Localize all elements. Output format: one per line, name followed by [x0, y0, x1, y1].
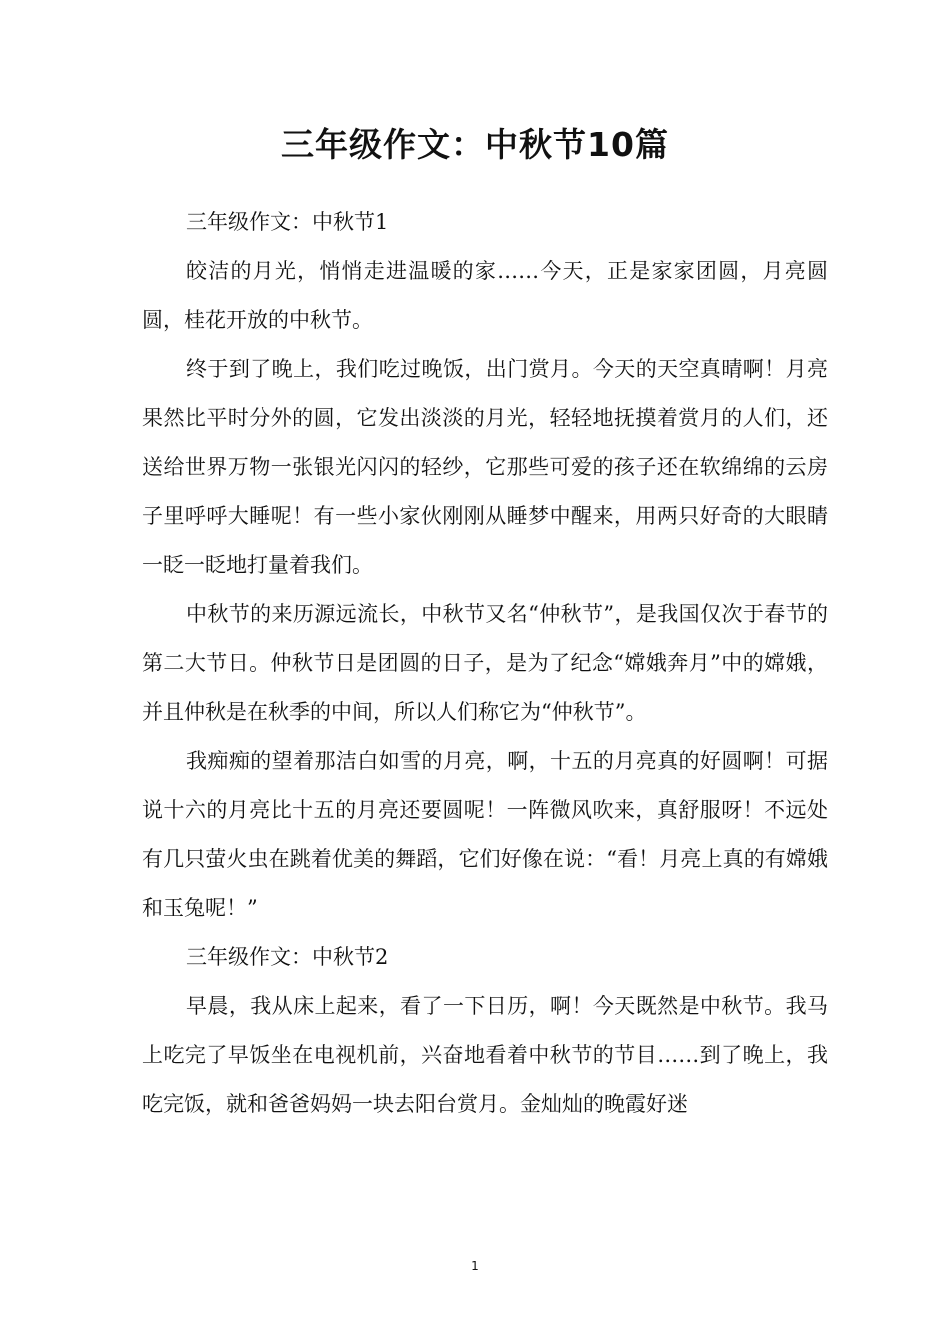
paragraph: 早晨，我从床上起来，看了一下日历，啊！今天既然是中秋节。我马上吃完了早饭坐在电视机前，兴奋地看着中秋节的节目……到了晚上，我吃完饭，就和爸爸妈妈一块去阳台赏月。金灿灿的晚霞好迷 [142, 994, 828, 1116]
document-title: 三年级作文：中秋节10篇 [281, 125, 669, 164]
paragraph: 中秋节的来历源远流长，中秋节又名“仲秋节”，是我国仅次于春节的第二大节日。仲秋节日是团圆的日子，是为了纪念“嫦娥奔月”中的嫦娥，并且仲秋是在秋季的中间，所以人们称它为“仲秋节”。 [142, 602, 828, 724]
document-body [142, 198, 828, 1129]
page-number: 1 [471, 1259, 479, 1273]
paragraph: 我痴痴的望着那洁白如雪的月亮，啊，十五的月亮真的好圆啊！可据说十六的月亮比十五的月亮还要圆呢！一阵微风吹来，真舒服呀！不远处有几只萤火虫在跳着优美的舞蹈，它们好像在说：“看！月亮上真的有嫦娥和玉兔呢！” [142, 749, 828, 920]
section-heading: 三年级作文：中秋节1 [186, 210, 389, 234]
paragraph: 皎洁的月光，悄悄走进温暖的家……今天，正是家家团圆，月亮圆圆，桂花开放的中秋节。 [142, 259, 828, 332]
paragraph: 终于到了晚上，我们吃过晚饭，出门赏月。今天的天空真晴啊！月亮果然比平时分外的圆，它发出淡淡的月光，轻轻地抚摸着赏月的人们，还送给世界万物一张银光闪闪的轻纱，它那些可爱的孩子还在软绵绵的云房子里呼呼大睡呢！有一些小家伙刚刚从睡梦中醒来，用两只好奇的大眼睛一眨一眨地打量着我们。 [142, 357, 828, 577]
section-heading: 三年级作文：中秋节2 [186, 945, 389, 969]
